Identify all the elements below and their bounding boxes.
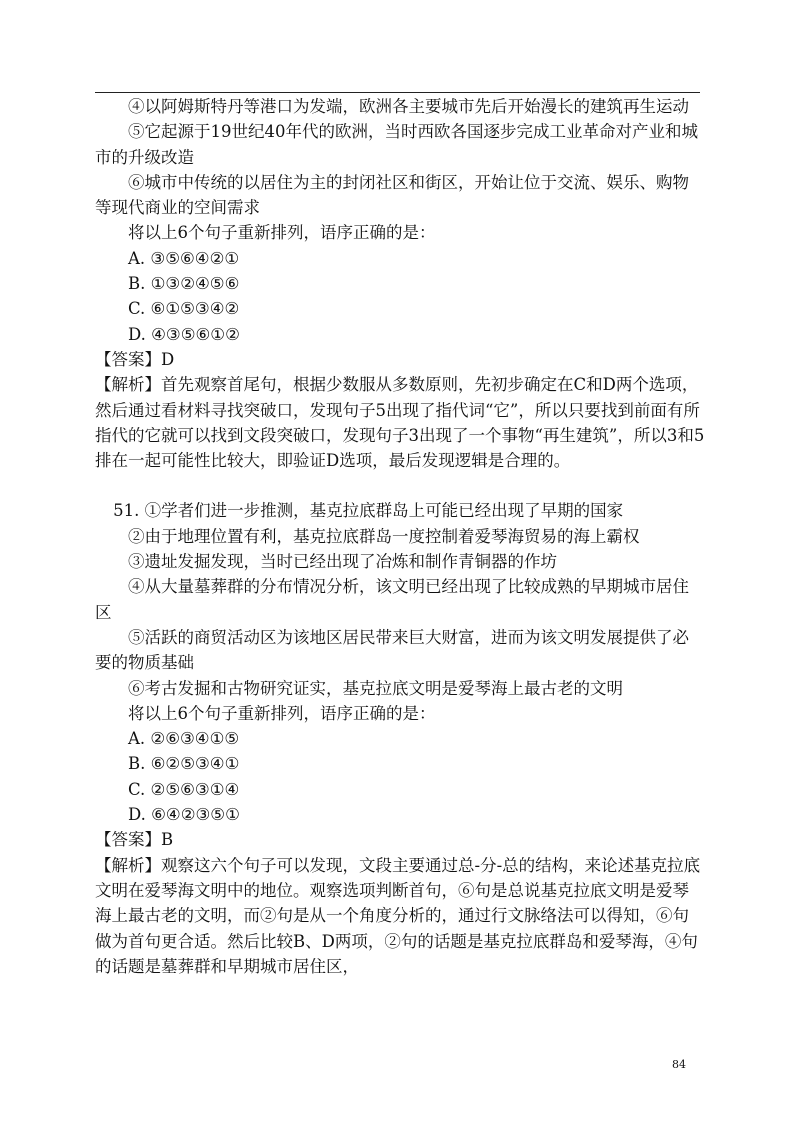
option-b: B. ①③②④⑤⑥: [128, 274, 240, 294]
option-d: D. ④③⑤⑥①②: [128, 324, 240, 344]
header-rule: [95, 92, 700, 93]
question-51-sentence-3: ③遗址发掘发现，当时已经出现了冶炼和制作青铜器的作坊: [128, 552, 557, 572]
question-prompt: 将以上6个句子重新排列，语序正确的是：: [128, 223, 436, 243]
question-51-option-a: A. ②⑥③④①⑤: [128, 729, 240, 749]
question-51-option-d: D. ⑥④②③⑤①: [128, 805, 240, 825]
analysis: 【解析】首先观察首尾句，根据少数服从多数原则，先初步确定在C和D两个选项，然后通过看材料寻找突破口，发现句子5出现了指代词“它”，所以只要找到前面有所指代的它就可以找到文段突破口，发现句子3出现了一个事物“再生建筑”，所以3和5排在一起可能性比较大，即验证D选项，最后发现逻辑是合理的。: [95, 375, 705, 471]
question-51-sentence-2: ②由于地理位置有利，基克拉底群岛一度控制着爱琴海贸易的海上霸权: [128, 526, 640, 546]
question-51-answer: 【答案】B: [95, 830, 174, 850]
sentence-5: ⑤它起源于19世纪40年代的欧洲，当时西欧各国逐步完成工业革命对产业和城市的升级改造: [95, 122, 698, 167]
option-a: A. ③⑤⑥④②①: [128, 248, 240, 268]
question-51-option-b: B. ⑥②⑤③④①: [128, 754, 240, 774]
previous-question: [95, 94, 705, 473]
question-51-sentence-1: 51. ①学者们进一步推测，基克拉底群岛上可能已经出现了早期的国家: [113, 501, 624, 521]
question-51-option-c: C. ②⑤⑥③①④: [128, 779, 240, 799]
sentence-4: ④以阿姆斯特丹等港口为发端，欧洲各主要城市先后开始漫长的建筑再生运动: [128, 97, 689, 116]
page-number: 84: [672, 1058, 686, 1071]
question-51-sentence-5: ⑤活跃的商贸活动区为该地区居民带来巨大财富，进而为该文明发展提供了必要的物质基础: [95, 627, 689, 673]
question-51-sentence-4: ④从大量墓葬群的分布情况分析，该文明已经出现了比较成熟的早期城市居住区: [95, 577, 689, 622]
question-51-sentence-6: ⑥考古发掘和古物研究证实，基克拉底文明是爱琴海上最古老的文明: [128, 678, 623, 698]
question-51: [95, 498, 705, 979]
question-51-analysis: 【解析】观察这六个句子可以发现，文段主要通过总-分-总的结构，来论述基克拉底文明在爱琴海文明中的地位。观察选项判断首句，⑥句是总说基克拉底文明是爱琴海上最古老的文明，而②句是从一个角度分析的，通过行文脉络法可以得知，⑥句做为首句更合适。然后比较B、D两项，②句的话题是基克拉底群岛和爱琴海，④句的话题是墓葬群和早期城市居住区，: [95, 855, 701, 976]
answer: 【答案】D: [95, 349, 175, 369]
question-51-prompt: 将以上6个句子重新排列，语序正确的是：: [128, 703, 436, 723]
document-body: [95, 94, 705, 979]
spacer: [95, 473, 705, 498]
sentence-6: ⑥城市中传统的以居住为主的封闭社区和街区，开始让位于交流、娱乐、购物等现代商业的空间需求: [95, 172, 689, 218]
option-c: C. ⑥①⑤③④②: [128, 299, 240, 319]
